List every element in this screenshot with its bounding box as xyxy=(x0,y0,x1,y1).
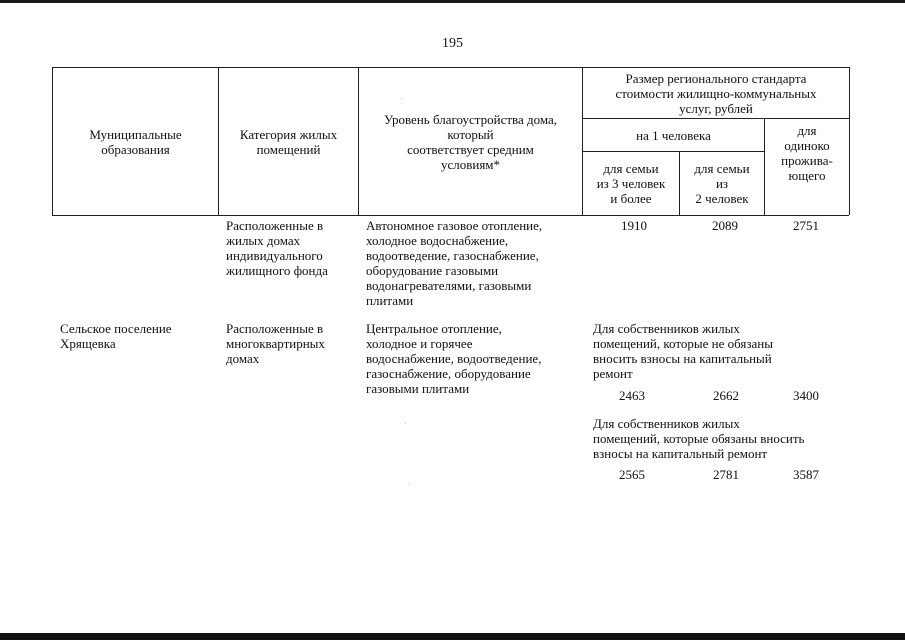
municipality-name: Сельское поселение Хрящевка xyxy=(60,321,172,351)
table-header-bottom-line xyxy=(52,215,849,216)
scan-speck xyxy=(401,98,402,99)
page-number: 195 xyxy=(442,36,463,51)
bottom-border xyxy=(0,633,905,640)
header-size: Размер регионального стандарта стоимости жилищно-коммунальных услуг, рублей xyxy=(615,70,817,116)
row1-level: Автономное газовое отопление, холодное водоснабжение, водоотведение, газоснабжение, оборудование газовыми водонагревателями, газовыми плитами xyxy=(366,218,543,308)
header-per-person: на 1 человека xyxy=(636,127,711,143)
row2b-single-value: 3587 xyxy=(793,467,819,482)
row1-category: Расположенные в жилых домах индивидуального жилищного фонда xyxy=(226,218,328,278)
row1-family2-value: 2089 xyxy=(712,218,738,233)
row2b-family2-value: 2781 xyxy=(713,467,739,482)
row1-family3-value: 1910 xyxy=(621,218,647,233)
header-category: Категория жилых помещений xyxy=(239,126,338,157)
header-level: Уровень благоустройства дома, который соответствует средним условиям* xyxy=(383,111,558,172)
header-family2: для семьи из 2 человек xyxy=(694,161,750,206)
top-border xyxy=(0,0,905,3)
row2-category: Расположенные в многоквартирных домах xyxy=(226,321,325,366)
scan-speck xyxy=(405,423,406,424)
row2b-family3-value: 2565 xyxy=(619,467,645,482)
row2a-family2-value: 2662 xyxy=(713,388,739,403)
scan-speck xyxy=(409,484,410,485)
header-family3: для семьи из 3 человек и более xyxy=(596,161,666,206)
header-municipality: Муниципальные образования xyxy=(89,126,182,157)
row1-single-value: 2751 xyxy=(793,218,819,233)
table-right-line xyxy=(849,67,850,215)
header-single: для одиноко прожива- ющего xyxy=(781,123,833,183)
row2-note-no-capital-repair: Для собственников жилых помещений, которые не обязаны вносить взносы на капитальный ремонт xyxy=(593,321,773,381)
row2-note-capital-repair: Для собственников жилых помещений, которые обязаны вносить взносы на капитальный ремонт xyxy=(593,416,805,461)
row2a-single-value: 3400 xyxy=(793,388,819,403)
row2-level: Центральное отопление, холодное и горячее водоснабжение, водоотведение, газоснабжение, оборудование газовыми плитами xyxy=(366,321,542,396)
row2a-family3-value: 2463 xyxy=(619,388,645,403)
